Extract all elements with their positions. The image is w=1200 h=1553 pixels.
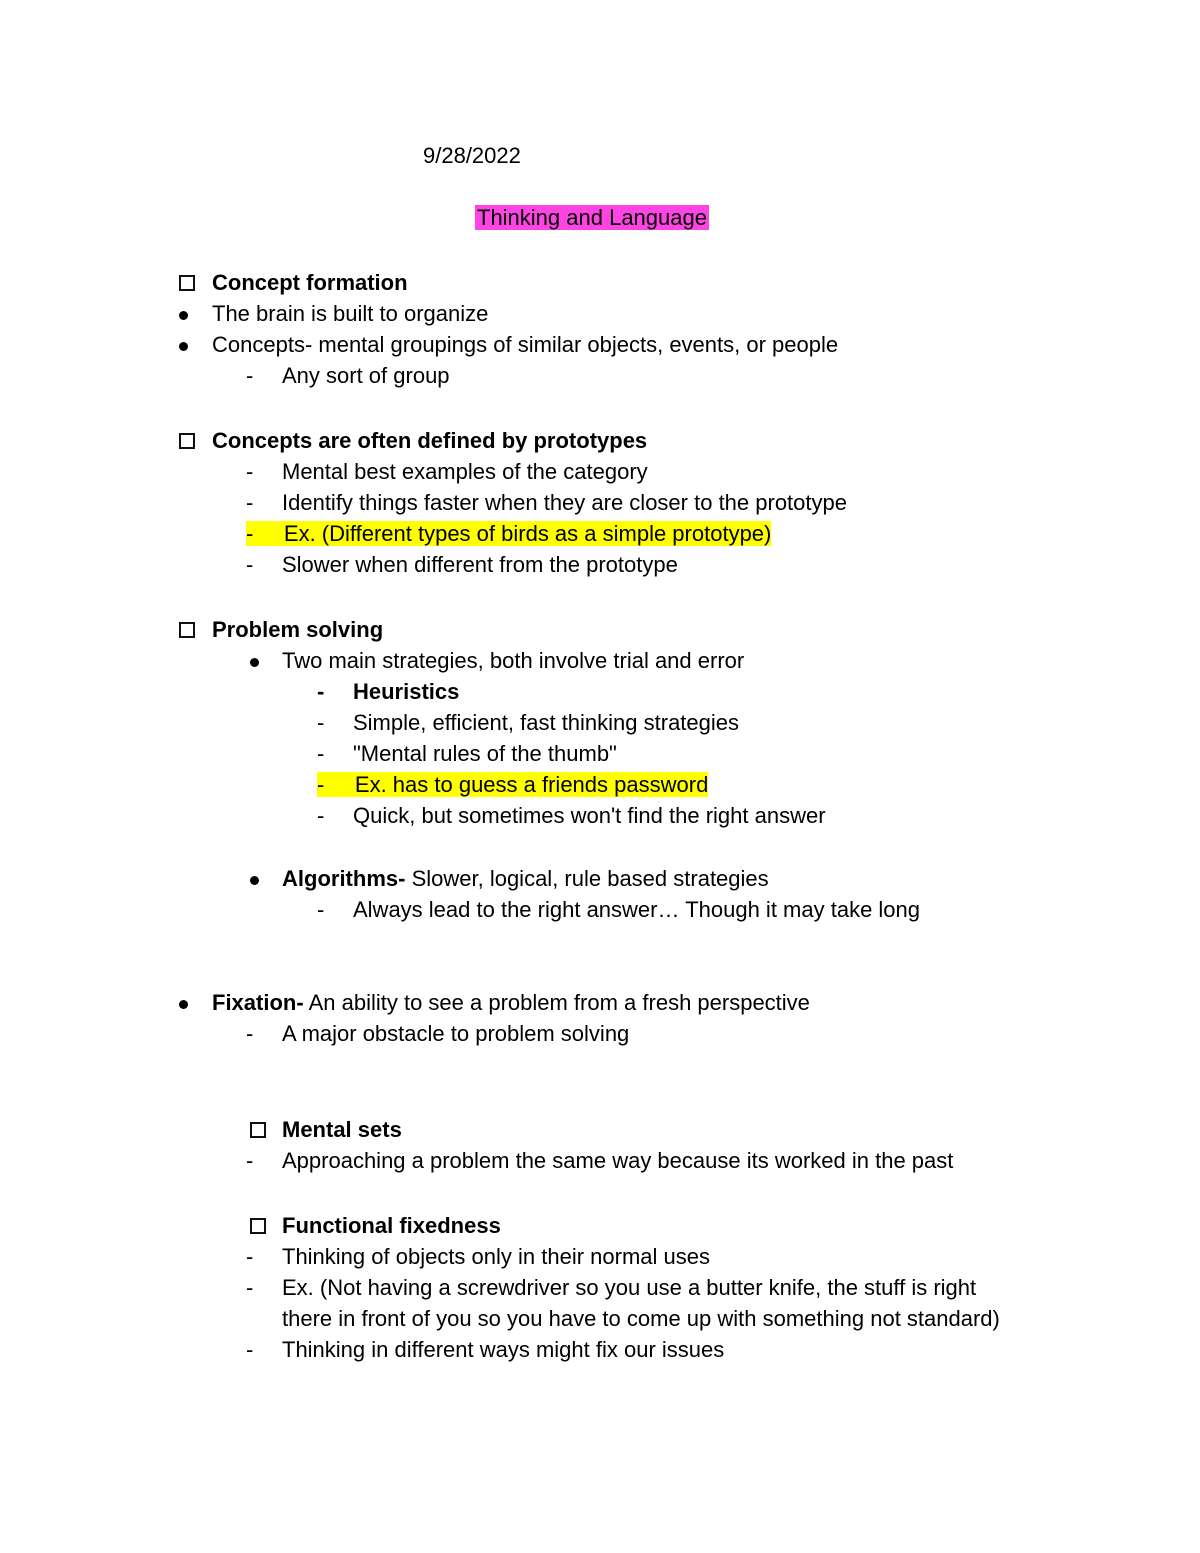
list-item-text: Ex. (Not having a screwdriver so you use a butter knife, the stuff is right: [282, 1275, 977, 1300]
term-label: Algorithms-: [282, 866, 406, 891]
list-item-text: there in front of you so you have to come up with something not standard): [282, 1306, 1000, 1331]
highlighted-line: [317, 772, 708, 797]
section-heading: Concepts are often defined by prototypes: [212, 428, 648, 453]
section-heading: Concept formation: [212, 270, 408, 295]
dash-icon: -: [246, 521, 284, 546]
bullet-icon: [179, 1000, 188, 1009]
list-item-text: Thinking in different ways might fix our issues: [282, 1337, 725, 1362]
dash-icon: -: [246, 1148, 254, 1173]
list-item-continuation: [282, 1306, 1000, 1332]
list-item-text: Two main strategies, both involve trial and error: [282, 648, 745, 673]
bullet-icon: [250, 658, 259, 667]
dash-icon: -: [317, 710, 325, 735]
section-heading: Functional fixedness: [282, 1213, 501, 1238]
dash-icon: -: [246, 552, 254, 577]
list-item-text: Identify things faster when they are closer to the prototype: [282, 490, 847, 515]
dash-icon: -: [317, 897, 325, 922]
dash-icon: -: [317, 803, 325, 828]
bullet-icon: [250, 876, 259, 885]
dash-icon: -: [317, 772, 355, 797]
dash-icon: -: [246, 459, 254, 484]
list-item-text: [282, 866, 769, 892]
date: 9/28/2022: [423, 143, 521, 168]
bullet-icon: [179, 311, 188, 320]
checkbox-icon[interactable]: [179, 275, 195, 291]
checkbox-icon[interactable]: [179, 622, 195, 638]
list-item-text: A major obstacle to problem solving: [282, 1021, 630, 1046]
dash-icon: -: [246, 1244, 254, 1269]
dash-icon: -: [246, 490, 254, 515]
dash-icon: -: [246, 1337, 254, 1362]
list-item-text: Slower when different from the prototype: [282, 552, 678, 577]
list-item-text: "Mental rules of the thumb": [353, 741, 617, 766]
highlighted-line: [246, 521, 771, 546]
term-definition: An ability to see a problem from a fresh perspective: [303, 990, 810, 1015]
dash-icon: -: [246, 1275, 254, 1300]
subheading: Heuristics: [353, 679, 460, 704]
dash-icon: -: [246, 1021, 254, 1046]
dash-icon: -: [246, 363, 254, 388]
term-label: Fixation-: [212, 990, 304, 1015]
page-title: [475, 205, 709, 231]
list-item-highlighted: [246, 521, 771, 547]
list-item-text: Mental best examples of the category: [282, 459, 648, 484]
list-item-text: Ex. has to guess a friends password: [354, 772, 709, 797]
list-item-text: Quick, but sometimes won't find the right answer: [353, 803, 826, 828]
list-item-text: Thinking of objects only in their normal uses: [282, 1244, 710, 1269]
section-heading: Problem solving: [212, 617, 384, 642]
checkbox-icon[interactable]: [179, 433, 195, 449]
list-item-text: Approaching a problem the same way because its worked in the past: [282, 1148, 954, 1173]
list-item-text: Any sort of group: [282, 363, 450, 388]
list-item-text: Concepts- mental groupings of similar objects, events, or people: [212, 332, 839, 357]
list-item-text: The brain is built to organize: [212, 301, 489, 326]
list-item-text: Always lead to the right answer… Though it may take long: [353, 897, 921, 922]
list-item-text: Simple, efficient, fast thinking strategies: [353, 710, 740, 735]
list-item-text: [212, 990, 810, 1016]
list-item-text: Ex. (Different types of birds as a simple prototype): [283, 521, 772, 546]
bullet-icon: [179, 342, 188, 351]
section-heading: Mental sets: [282, 1117, 402, 1142]
dash-icon: -: [317, 679, 325, 704]
term-definition: Slower, logical, rule based strategies: [405, 866, 769, 891]
dash-icon: -: [317, 741, 325, 766]
title-text: Thinking and Language: [477, 205, 707, 230]
checkbox-icon[interactable]: [250, 1122, 266, 1138]
checkbox-icon[interactable]: [250, 1218, 266, 1234]
list-item-highlighted: [317, 772, 708, 798]
